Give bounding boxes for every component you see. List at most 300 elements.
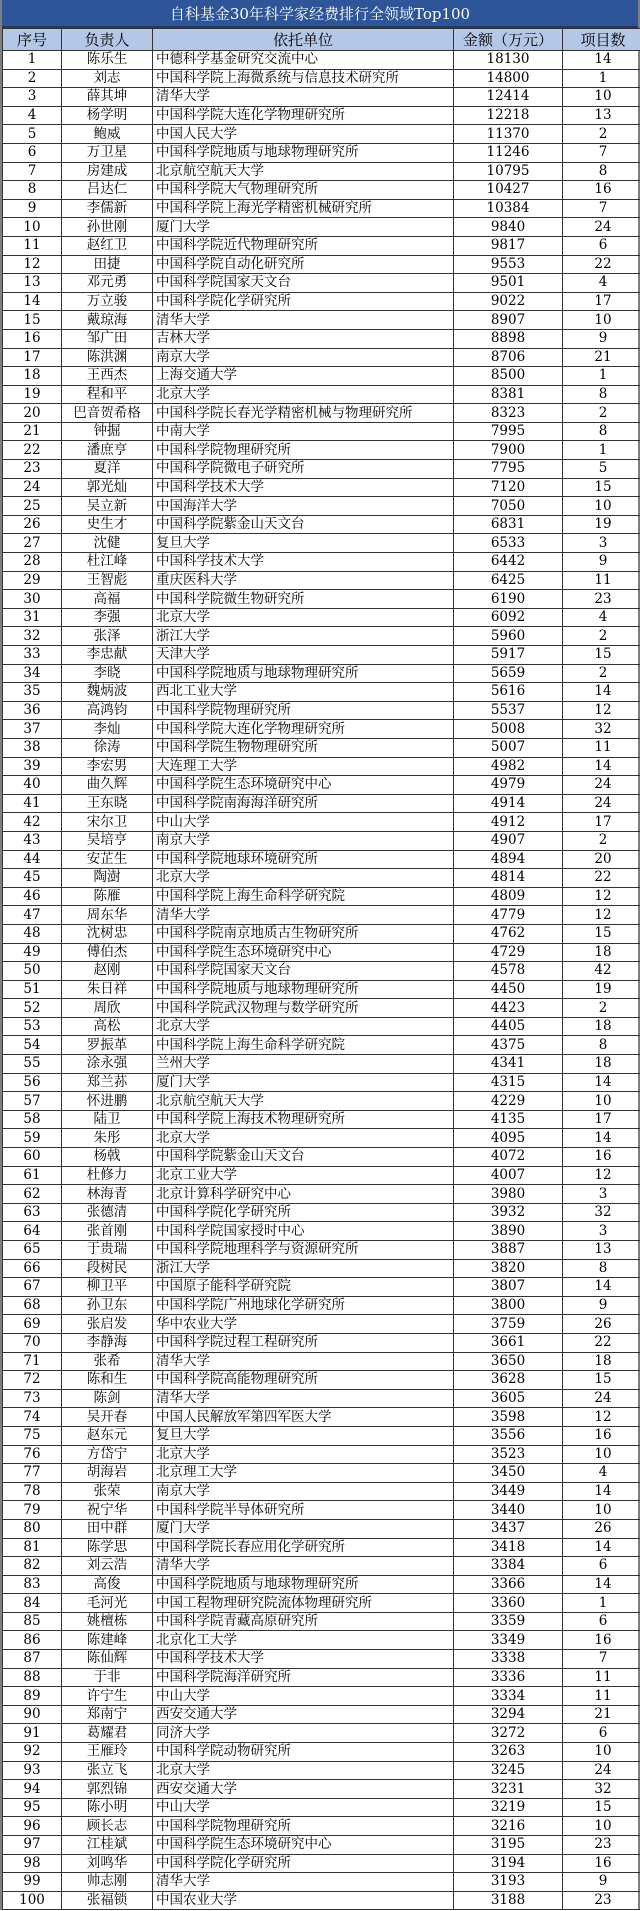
pi-name-cell: 张福锁 [62, 1891, 153, 1910]
pi-name-cell: 张首刚 [62, 1222, 153, 1241]
pi-name-cell: 王智彪 [62, 571, 153, 590]
pi-name-cell: 刘鸣华 [62, 1854, 153, 1873]
pi-name-cell: 杨戟 [62, 1148, 153, 1167]
project-count-cell: 10 [563, 311, 640, 330]
institution-cell: 吉林大学 [153, 329, 454, 348]
table-row [3, 1519, 640, 1538]
pi-name-cell: 高松 [62, 1017, 153, 1036]
institution-cell: 中国科学院南京地质古生物研究所 [153, 924, 454, 943]
project-count-cell: 24 [563, 794, 640, 813]
rank-cell: 38 [3, 738, 62, 757]
pi-name-cell: 魏炳波 [62, 683, 153, 702]
rank-cell: 92 [3, 1743, 62, 1762]
institution-cell: 北京大学 [153, 1017, 454, 1036]
rank-cell: 66 [3, 1259, 62, 1278]
amount-cell: 3338 [454, 1650, 563, 1669]
institution-cell: 天津大学 [153, 646, 454, 665]
pi-name-cell: 陈和生 [62, 1371, 153, 1390]
institution-cell: 中国海洋大学 [153, 497, 454, 516]
institution-cell: 中国科学院上海技术物理研究所 [153, 1110, 454, 1129]
institution-cell: 北京计算科学研究中心 [153, 1185, 454, 1204]
project-count-cell: 22 [563, 255, 640, 274]
institution-cell: 西安交通大学 [153, 1705, 454, 1724]
rank-cell: 43 [3, 831, 62, 850]
table-row [3, 1296, 640, 1315]
project-count-cell: 13 [563, 106, 640, 125]
institution-cell: 厦门大学 [153, 1073, 454, 1092]
rank-cell: 20 [3, 404, 62, 423]
pi-name-cell: 陈学思 [62, 1538, 153, 1557]
project-count-cell: 9 [563, 329, 640, 348]
pi-name-cell: 陈雁 [62, 887, 153, 906]
institution-cell: 中国科学院近代物理研究所 [153, 236, 454, 255]
pi-name-cell: 陆卫 [62, 1110, 153, 1129]
project-count-cell: 11 [563, 1687, 640, 1706]
institution-cell: 中国科学院海洋研究所 [153, 1668, 454, 1687]
amount-cell: 9817 [454, 236, 563, 255]
project-count-cell: 17 [563, 1110, 640, 1129]
rank-cell: 13 [3, 274, 62, 293]
table-row [3, 1259, 640, 1278]
project-count-cell: 32 [563, 1780, 640, 1799]
table-row [3, 255, 640, 274]
pi-name-cell: 孙世刚 [62, 218, 153, 237]
pi-name-cell: 李静海 [62, 1333, 153, 1352]
project-count-cell: 1 [563, 441, 640, 460]
project-count-cell: 12 [563, 887, 640, 906]
institution-cell: 中国科学院地质与地球物理研究所 [153, 143, 454, 162]
amount-cell: 3661 [454, 1333, 563, 1352]
amount-cell: 3807 [454, 1278, 563, 1297]
table-row [3, 1315, 640, 1334]
pi-name-cell: 程和平 [62, 385, 153, 404]
project-count-cell: 6 [563, 1612, 640, 1631]
table-row [3, 1724, 640, 1743]
amount-cell: 3384 [454, 1557, 563, 1576]
table-row [3, 1203, 640, 1222]
amount-cell: 10427 [454, 181, 563, 200]
project-count-cell: 15 [563, 646, 640, 665]
amount-cell: 14800 [454, 69, 563, 88]
amount-cell: 3336 [454, 1668, 563, 1687]
rank-cell: 85 [3, 1612, 62, 1631]
table-row [3, 850, 640, 869]
rank-cell: 88 [3, 1668, 62, 1687]
rank-cell: 89 [3, 1687, 62, 1706]
project-count-cell: 2 [563, 627, 640, 646]
rank-cell: 84 [3, 1594, 62, 1613]
institution-cell: 中国科学院长春应用化学研究所 [153, 1538, 454, 1557]
project-count-cell: 16 [563, 1148, 640, 1167]
institution-cell: 中国科学院化学研究所 [153, 1854, 454, 1873]
pi-name-cell: 杨学明 [62, 106, 153, 125]
project-count-cell: 14 [563, 51, 640, 70]
table-row [3, 943, 640, 962]
table-row [3, 1464, 640, 1483]
pi-name-cell: 傅伯杰 [62, 943, 153, 962]
project-count-cell: 32 [563, 1203, 640, 1222]
project-count-cell: 3 [563, 1222, 640, 1241]
amount-cell: 4229 [454, 1092, 563, 1111]
table-row [3, 1650, 640, 1669]
project-count-cell: 24 [563, 1389, 640, 1408]
table-row [3, 143, 640, 162]
institution-cell: 大连理工大学 [153, 757, 454, 776]
project-count-cell: 14 [563, 1129, 640, 1148]
institution-cell: 复旦大学 [153, 534, 454, 553]
rank-cell: 77 [3, 1464, 62, 1483]
pi-name-cell: 吴开春 [62, 1408, 153, 1427]
pi-name-cell: 张启发 [62, 1315, 153, 1334]
institution-cell: 中国科学院物理研究所 [153, 441, 454, 460]
project-count-cell: 18 [563, 1055, 640, 1074]
institution-cell: 南京大学 [153, 1482, 454, 1501]
table-row [3, 311, 640, 330]
institution-cell: 浙江大学 [153, 1259, 454, 1278]
rank-cell: 97 [3, 1836, 62, 1855]
project-count-cell: 2 [563, 999, 640, 1018]
amount-cell: 4375 [454, 1036, 563, 1055]
pi-name-cell: 孙卫东 [62, 1296, 153, 1315]
project-count-cell: 7 [563, 143, 640, 162]
amount-cell: 3294 [454, 1705, 563, 1724]
project-count-cell: 12 [563, 1166, 640, 1185]
col-header-amount: 金额（万元） [454, 29, 563, 51]
amount-cell: 4315 [454, 1073, 563, 1092]
institution-cell: 浙江大学 [153, 627, 454, 646]
institution-cell: 中德科学基金研究交流中心 [153, 51, 454, 70]
pi-name-cell: 林海青 [62, 1185, 153, 1204]
project-count-cell: 10 [563, 1501, 640, 1520]
institution-cell: 中国科学院地理科学与资源研究所 [153, 1241, 454, 1260]
institution-cell: 中国科学院过程工程研究所 [153, 1333, 454, 1352]
institution-cell: 中国科学技术大学 [153, 553, 454, 572]
institution-cell: 北京大学 [153, 869, 454, 888]
rank-cell: 12 [3, 255, 62, 274]
amount-cell: 10795 [454, 162, 563, 181]
institution-cell: 厦门大学 [153, 1519, 454, 1538]
project-count-cell: 10 [563, 1092, 640, 1111]
pi-name-cell: 吕达仁 [62, 181, 153, 200]
table-row [3, 627, 640, 646]
table-row [3, 1333, 640, 1352]
table-row [3, 367, 640, 386]
rank-cell: 51 [3, 980, 62, 999]
amount-cell: 4809 [454, 887, 563, 906]
project-count-cell: 10 [563, 1445, 640, 1464]
institution-cell: 清华大学 [153, 1389, 454, 1408]
table-row [3, 1687, 640, 1706]
amount-cell: 4341 [454, 1055, 563, 1074]
rank-cell: 81 [3, 1538, 62, 1557]
pi-name-cell: 李强 [62, 608, 153, 627]
rank-cell: 21 [3, 422, 62, 441]
amount-cell: 5917 [454, 646, 563, 665]
amount-cell: 12414 [454, 88, 563, 107]
sheet-title: 自科基金30年科学家经费排行全领域Top100 [2, 0, 638, 28]
rank-cell: 7 [3, 162, 62, 181]
pi-name-cell: 高俊 [62, 1575, 153, 1594]
amount-cell: 4979 [454, 776, 563, 795]
table-row [3, 1148, 640, 1167]
table-row [3, 646, 640, 665]
table-row [3, 999, 640, 1018]
table-row [3, 1278, 640, 1297]
table-row [3, 385, 640, 404]
rank-cell: 76 [3, 1445, 62, 1464]
table-row [3, 1891, 640, 1910]
project-count-cell: 13 [563, 1241, 640, 1260]
table-row [3, 1092, 640, 1111]
amount-cell: 7120 [454, 478, 563, 497]
project-count-cell: 4 [563, 274, 640, 293]
table-row [3, 218, 640, 237]
amount-cell: 3450 [454, 1464, 563, 1483]
pi-name-cell: 潘庶亨 [62, 441, 153, 460]
table-row [3, 515, 640, 534]
project-count-cell: 9 [563, 1873, 640, 1892]
institution-cell: 厦门大学 [153, 218, 454, 237]
rank-cell: 54 [3, 1036, 62, 1055]
rank-cell: 37 [3, 720, 62, 739]
amount-cell: 3219 [454, 1798, 563, 1817]
rank-cell: 99 [3, 1873, 62, 1892]
rank-cell: 65 [3, 1241, 62, 1260]
rank-cell: 93 [3, 1761, 62, 1780]
pi-name-cell: 周东华 [62, 906, 153, 925]
institution-cell: 西安交通大学 [153, 1780, 454, 1799]
pi-name-cell: 陶澍 [62, 869, 153, 888]
rank-cell: 62 [3, 1185, 62, 1204]
amount-cell: 3245 [454, 1761, 563, 1780]
pi-name-cell: 朱彤 [62, 1129, 153, 1148]
pi-name-cell: 江桂斌 [62, 1836, 153, 1855]
ranking-table [2, 28, 640, 1910]
rank-cell: 90 [3, 1705, 62, 1724]
institution-cell: 中国科学院生态环境研究中心 [153, 943, 454, 962]
institution-cell: 中国科学院生态环境研究中心 [153, 1836, 454, 1855]
table-row [3, 1129, 640, 1148]
table-row [3, 1761, 640, 1780]
pi-name-cell: 王雁玲 [62, 1743, 153, 1762]
rank-cell: 59 [3, 1129, 62, 1148]
project-count-cell: 6 [563, 1557, 640, 1576]
pi-name-cell: 祝宁华 [62, 1501, 153, 1520]
institution-cell: 北京化工大学 [153, 1631, 454, 1650]
project-count-cell: 2 [563, 831, 640, 850]
institution-cell: 北京大学 [153, 608, 454, 627]
table-row [3, 924, 640, 943]
amount-cell: 4982 [454, 757, 563, 776]
institution-cell: 中国科学院化学研究所 [153, 292, 454, 311]
institution-cell: 同济大学 [153, 1724, 454, 1743]
institution-cell: 中山大学 [153, 813, 454, 832]
institution-cell: 北京航空航天大学 [153, 162, 454, 181]
rank-cell: 34 [3, 664, 62, 683]
rank-cell: 15 [3, 311, 62, 330]
institution-cell: 北京航空航天大学 [153, 1092, 454, 1111]
project-count-cell: 5 [563, 460, 640, 479]
amount-cell: 7795 [454, 460, 563, 479]
pi-name-cell: 罗振革 [62, 1036, 153, 1055]
table-row [3, 1426, 640, 1445]
table-row [3, 1780, 640, 1799]
table-row [3, 701, 640, 720]
table-row [3, 51, 640, 70]
amount-cell: 4072 [454, 1148, 563, 1167]
amount-cell: 6092 [454, 608, 563, 627]
institution-cell: 西北工业大学 [153, 683, 454, 702]
project-count-cell: 11 [563, 571, 640, 590]
table-row [3, 738, 640, 757]
pi-name-cell: 巴音贺希格 [62, 404, 153, 423]
pi-name-cell: 郭烈锦 [62, 1780, 153, 1799]
amount-cell: 3628 [454, 1371, 563, 1390]
table-row [3, 1073, 640, 1092]
table-row [3, 1538, 640, 1557]
institution-cell: 中国科学院化学研究所 [153, 1203, 454, 1222]
rank-cell: 78 [3, 1482, 62, 1501]
rank-cell: 29 [3, 571, 62, 590]
table-row [3, 980, 640, 999]
pi-name-cell: 高福 [62, 590, 153, 609]
rank-cell: 53 [3, 1017, 62, 1036]
pi-name-cell: 钟掘 [62, 422, 153, 441]
table-row [3, 1241, 640, 1260]
table-row [3, 1501, 640, 1520]
amount-cell: 3359 [454, 1612, 563, 1631]
institution-cell: 中国科学院紫金山天文台 [153, 1148, 454, 1167]
project-count-cell: 10 [563, 497, 640, 516]
institution-cell: 清华大学 [153, 1873, 454, 1892]
rank-cell: 50 [3, 962, 62, 981]
table-row [3, 348, 640, 367]
project-count-cell: 3 [563, 1185, 640, 1204]
amount-cell: 5007 [454, 738, 563, 757]
rank-cell: 1 [3, 51, 62, 70]
pi-name-cell: 吴立新 [62, 497, 153, 516]
table-row [3, 1055, 640, 1074]
institution-cell: 清华大学 [153, 1352, 454, 1371]
amount-cell: 8898 [454, 329, 563, 348]
table-row [3, 683, 640, 702]
table-row [3, 441, 640, 460]
project-count-cell: 23 [563, 1836, 640, 1855]
table-row [3, 274, 640, 293]
table-row [3, 404, 640, 423]
project-count-cell: 10 [563, 88, 640, 107]
project-count-cell: 17 [563, 813, 640, 832]
pi-name-cell: 房建成 [62, 162, 153, 181]
institution-cell: 中国科学院长春光学精密机械与物理研究所 [153, 404, 454, 423]
institution-cell: 中国科学院大气物理研究所 [153, 181, 454, 200]
project-count-cell: 20 [563, 850, 640, 869]
table-row [3, 776, 640, 795]
project-count-cell: 2 [563, 664, 640, 683]
project-count-cell: 9 [563, 1296, 640, 1315]
table-row [3, 1873, 640, 1892]
table-row [3, 1575, 640, 1594]
amount-cell: 3890 [454, 1222, 563, 1241]
pi-name-cell: 张德清 [62, 1203, 153, 1222]
amount-cell: 3188 [454, 1891, 563, 1910]
rank-cell: 73 [3, 1389, 62, 1408]
rank-cell: 72 [3, 1371, 62, 1390]
pi-name-cell: 万立骏 [62, 292, 153, 311]
pi-name-cell: 邹广田 [62, 329, 153, 348]
institution-cell: 中国科学院南海海洋研究所 [153, 794, 454, 813]
amount-cell: 18130 [454, 51, 563, 70]
pi-name-cell: 李忠献 [62, 646, 153, 665]
project-count-cell: 21 [563, 348, 640, 367]
pi-name-cell: 姚檀栋 [62, 1612, 153, 1631]
table-row [3, 106, 640, 125]
table-row [3, 1036, 640, 1055]
rank-cell: 68 [3, 1296, 62, 1315]
rank-cell: 70 [3, 1333, 62, 1352]
pi-name-cell: 张希 [62, 1352, 153, 1371]
institution-cell: 北京理工大学 [153, 1464, 454, 1483]
project-count-cell: 12 [563, 701, 640, 720]
pi-name-cell: 张泽 [62, 627, 153, 646]
institution-cell: 中国科学院武汉物理与数学研究所 [153, 999, 454, 1018]
amount-cell: 6442 [454, 553, 563, 572]
rank-cell: 47 [3, 906, 62, 925]
table-row [3, 1631, 640, 1650]
pi-name-cell: 安芷生 [62, 850, 153, 869]
institution-cell: 上海交通大学 [153, 367, 454, 386]
table-row [3, 1817, 640, 1836]
pi-name-cell: 徐涛 [62, 738, 153, 757]
project-count-cell: 7 [563, 199, 640, 218]
amount-cell: 3360 [454, 1594, 563, 1613]
project-count-cell: 14 [563, 1482, 640, 1501]
pi-name-cell: 郑兰荪 [62, 1073, 153, 1092]
rank-cell: 3 [3, 88, 62, 107]
pi-name-cell: 朱日祥 [62, 980, 153, 999]
table-row [3, 478, 640, 497]
amount-cell: 4894 [454, 850, 563, 869]
institution-cell: 中国科学院微生物研究所 [153, 590, 454, 609]
rank-cell: 17 [3, 348, 62, 367]
project-count-cell: 24 [563, 218, 640, 237]
table-row [3, 181, 640, 200]
rank-cell: 24 [3, 478, 62, 497]
header-row [3, 29, 640, 51]
table-row [3, 1854, 640, 1873]
pi-name-cell: 赵刚 [62, 962, 153, 981]
pi-name-cell: 李晓 [62, 664, 153, 683]
project-count-cell: 42 [563, 962, 640, 981]
pi-name-cell: 毛河光 [62, 1594, 153, 1613]
table-row [3, 906, 640, 925]
rank-cell: 96 [3, 1817, 62, 1836]
amount-cell: 9553 [454, 255, 563, 274]
institution-cell: 清华大学 [153, 311, 454, 330]
amount-cell: 3598 [454, 1408, 563, 1427]
table-row [3, 292, 640, 311]
amount-cell: 8907 [454, 311, 563, 330]
rank-cell: 14 [3, 292, 62, 311]
project-count-cell: 12 [563, 906, 640, 925]
amount-cell: 6425 [454, 571, 563, 590]
rank-cell: 6 [3, 143, 62, 162]
project-count-cell: 18 [563, 1017, 640, 1036]
amount-cell: 3272 [454, 1724, 563, 1743]
institution-cell: 中国科学院大连化学物理研究所 [153, 106, 454, 125]
table-row [3, 590, 640, 609]
amount-cell: 3263 [454, 1743, 563, 1762]
